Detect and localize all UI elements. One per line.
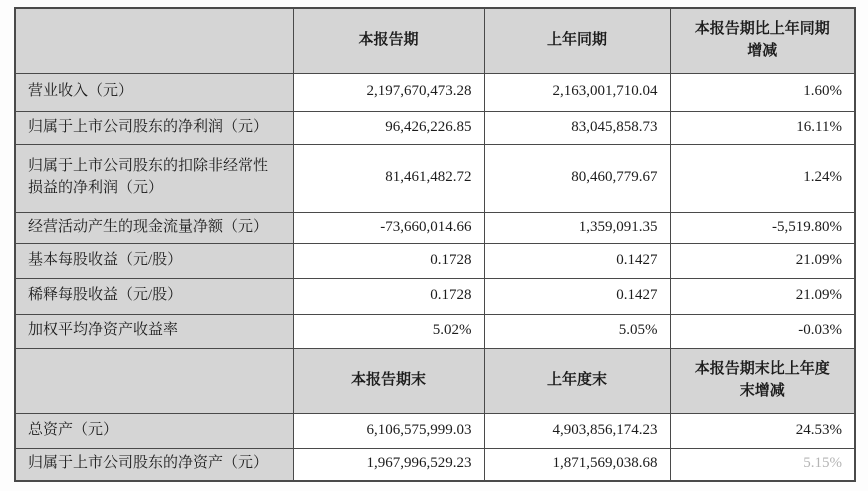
- table-row-net-profit: [15, 111, 855, 144]
- value-prior: 80,460,779.67: [484, 144, 670, 212]
- row-label: 基本每股收益（元/股）: [15, 243, 293, 278]
- row-label: 归属于上市公司股东的扣除非经常性损益的净利润（元）: [15, 144, 293, 212]
- table-row-diluted-eps: [15, 278, 855, 314]
- value-change: 21.09%: [670, 243, 855, 278]
- row-label: 营业收入（元）: [15, 73, 293, 111]
- value-current: 2,197,670,473.28: [293, 73, 484, 111]
- value-current: -73,660,014.66: [293, 212, 484, 243]
- value-change: 1.24%: [670, 144, 855, 212]
- value-current: 5.02%: [293, 314, 484, 348]
- header-current-period: 本报告期: [293, 8, 484, 73]
- value-current: 0.1728: [293, 278, 484, 314]
- header-prior-period: 上年同期: [484, 8, 670, 73]
- value-current: 6,106,575,999.03: [293, 413, 484, 448]
- value-change: 21.09%: [670, 278, 855, 314]
- value-change: 16.11%: [670, 111, 855, 144]
- value-change: 5.15%: [670, 448, 855, 481]
- table-row-net-profit-excl-nonrecurring: [15, 144, 855, 212]
- value-change: 1.60%: [670, 73, 855, 111]
- table-row-operating-cash-flow: [15, 212, 855, 243]
- table-row-total-assets: [15, 413, 855, 448]
- value-prior: 4,903,856,174.23: [484, 413, 670, 448]
- table-row-basic-eps: [15, 243, 855, 278]
- table-row-weighted-avg-roe: [15, 314, 855, 348]
- value-prior: 0.1427: [484, 278, 670, 314]
- value-change: -5,519.80%: [670, 212, 855, 243]
- header-period-end-change: 本报告期末比上年度末增减: [670, 348, 855, 413]
- value-prior: 5.05%: [484, 314, 670, 348]
- table-row-revenue: [15, 73, 855, 111]
- value-current: 81,461,482.72: [293, 144, 484, 212]
- corner-cell: [15, 8, 293, 73]
- row-label: 稀释每股收益（元/股）: [15, 278, 293, 314]
- row-label: 加权平均净资产收益率: [15, 314, 293, 348]
- financial-summary-table: [14, 7, 856, 482]
- period-header-row: [15, 8, 855, 73]
- value-prior: 2,163,001,710.04: [484, 73, 670, 111]
- header-current-period-end: 本报告期末: [293, 348, 484, 413]
- value-prior: 1,359,091.35: [484, 212, 670, 243]
- row-label: 归属于上市公司股东的净资产（元）: [15, 448, 293, 481]
- value-current: 0.1728: [293, 243, 484, 278]
- row-label: 总资产（元）: [15, 413, 293, 448]
- value-current: 1,967,996,529.23: [293, 448, 484, 481]
- row-label: 归属于上市公司股东的净利润（元）: [15, 111, 293, 144]
- value-prior: 83,045,858.73: [484, 111, 670, 144]
- corner-cell: [15, 348, 293, 413]
- period-end-header-row: [15, 348, 855, 413]
- value-current: 96,426,226.85: [293, 111, 484, 144]
- value-prior: 1,871,569,038.68: [484, 448, 670, 481]
- header-period-change: 本报告期比上年同期增减: [670, 8, 855, 73]
- header-prior-year-end: 上年度末: [484, 348, 670, 413]
- value-prior: 0.1427: [484, 243, 670, 278]
- value-change: 24.53%: [670, 413, 855, 448]
- value-change: -0.03%: [670, 314, 855, 348]
- row-label: 经营活动产生的现金流量净额（元）: [15, 212, 293, 243]
- table-row-net-assets: [15, 448, 855, 481]
